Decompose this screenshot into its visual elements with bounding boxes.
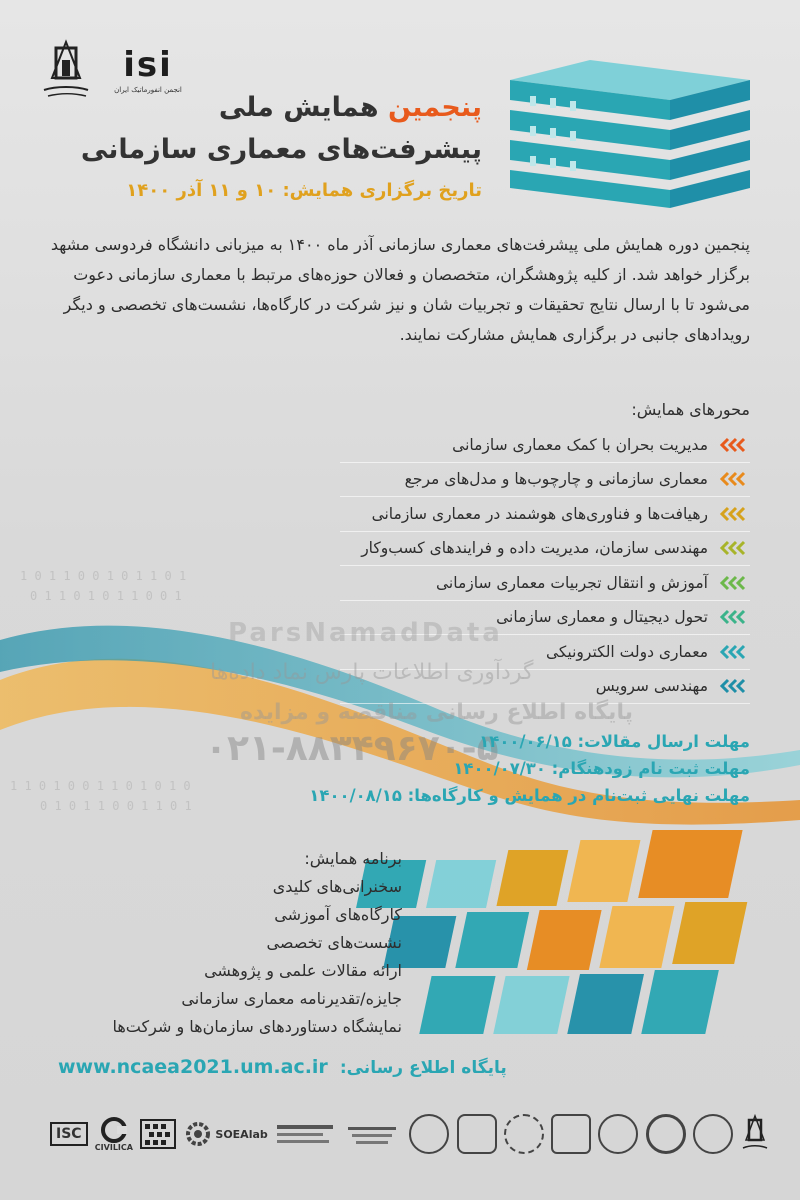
org-logo [342, 1112, 402, 1156]
isi-logo-caption: انجمن انفورماتیک ایران [114, 86, 182, 94]
seal-logo-5 [598, 1112, 638, 1156]
university-emblem-icon [740, 1114, 770, 1154]
chevron-left-icon [718, 575, 750, 591]
title-rest: همایش ملی [218, 92, 388, 123]
title-ordinal: پنجمین [387, 92, 482, 123]
conference-title-line2: پیشرفت‌های معماری سازمانی [80, 134, 482, 165]
topic-label: مدیریت بحران با کمک معماری سازمانی [452, 435, 708, 454]
program-item: ارائه مقالات علمی و پژوهشی [204, 961, 402, 980]
deadline-item: مهلت نهایی ثبت‌نام در همایش و کارگاه‌ها: ۱۴۰۰/۰۸/۱۵ [309, 786, 750, 805]
program-item: جایزه/تقدیرنامه معماری سازمانی [181, 989, 402, 1008]
isi-logo [112, 45, 184, 98]
seal-icon [646, 1114, 686, 1154]
topic-label: رهیافت‌ها و فناوری‌های هوشمند در معماری سازمانی [371, 504, 708, 523]
topic-label: آموزش و انتقال تجربیات معماری سازمانی [436, 573, 708, 592]
seal-logo-1 [409, 1112, 449, 1156]
watermark-line2: پایگاه اطلاع رسانی مناقصه و مزایده [240, 700, 633, 725]
civilica-logo [95, 1112, 133, 1156]
svg-text:0 1 1 0 1 0 1 1 0 0 1: 0 1 1 0 1 0 1 1 0 0 1 [30, 589, 182, 603]
university-logo-small [740, 1112, 770, 1156]
civilica-icon [101, 1117, 127, 1143]
isi-logo-mark: isi [123, 45, 173, 85]
watermark-phone: ۰۲۱-۸۸۳۴۹۶۷۰-۵ [205, 728, 499, 769]
conference-date: تاریخ برگزاری همایش: ۱۰ و ۱۱ آذر ۱۴۰۰ [126, 180, 482, 201]
topics-heading: محورهای همایش: [631, 400, 750, 419]
watermark-brand: ParsNamadData [228, 618, 503, 648]
chevron-left-icon [718, 437, 750, 453]
soealab-logo [183, 1112, 267, 1156]
svg-text:1 1 0 1 0 0 1 1 0 1 0 1 0: 1 1 0 1 0 0 1 1 0 1 0 1 0 [10, 779, 191, 793]
topic-label: مهندسی سرویس [595, 677, 708, 696]
chevron-left-icon [718, 471, 750, 487]
isc-logo [50, 1112, 88, 1156]
topic-label: معماری دولت الکترونیکی [545, 642, 708, 661]
deadline-item: مهلت ارسال مقالات: ۱۴۰۰/۰۶/۱۵ [479, 732, 750, 751]
ferdowsi-university-logo [40, 38, 92, 100]
topic-item [340, 463, 750, 498]
topic-label: تحول دیجیتال و معماری سازمانی [496, 608, 708, 627]
deadlines-block [230, 728, 750, 809]
ministry-emblem-icon [275, 1119, 335, 1149]
seal-logo-7 [693, 1112, 733, 1156]
seal-icon [457, 1114, 497, 1154]
website-label: پایگاه اطلاع رسانی: [339, 1058, 507, 1078]
seal-icon [504, 1114, 544, 1154]
svg-text:1 0 1 1 0 0 1 0 1 1 0 1: 1 0 1 1 0 0 1 0 1 1 0 1 [20, 569, 187, 583]
topic-item [340, 428, 750, 463]
website-row [58, 1056, 507, 1078]
watermark-line1: گردآوری اطلاعات پارس نماد داده‌ها [210, 660, 534, 685]
chevron-left-icon [718, 644, 750, 660]
seal-icon [693, 1114, 733, 1154]
topic-item [340, 532, 750, 567]
soealab-logo-text: SOEAlab [215, 1127, 268, 1141]
ministry-logo [275, 1112, 335, 1156]
program-item: نشست‌های تخصصی [266, 933, 402, 952]
website-link[interactable]: www.ncaea2021.um.ac.ir [58, 1056, 328, 1078]
chevron-left-icon [718, 506, 750, 522]
isc-logo-text: ISC [50, 1122, 88, 1146]
program-item: سخنرانی‌های کلیدی [272, 877, 402, 896]
topic-item [340, 497, 750, 532]
sponsor-logos [50, 1108, 770, 1160]
topic-label: مهندسی سازمان، مدیریت داده و فرایندهای کسب‌وکار [361, 539, 708, 558]
seal-icon [598, 1114, 638, 1154]
program-block [42, 845, 402, 1041]
program-item: کارگاه‌های آموزشی [274, 905, 402, 924]
program-heading: برنامه همایش: [304, 849, 402, 868]
chevron-left-icon [718, 609, 750, 625]
svg-text:0 1 0 1 1 0 0 1 1 0 1: 0 1 0 1 1 0 0 1 1 0 1 [40, 799, 192, 813]
grid-icon [140, 1119, 176, 1149]
grid-logo [140, 1112, 176, 1156]
seal-icon [409, 1114, 449, 1154]
civilica-logo-text: CIVILICA [94, 1142, 133, 1152]
intro-paragraph: پنجمین دوره همایش ملی پیشرفت‌های معماری سازمانی آذر ماه ۱۴۰۰ به میزبانی دانشگاه فردوسی مشهد برگزار خواهد شد. از کلیه پژوهشگران، متخصصان و فعالان حوزه‌های مرتبط با معماری سازمانی دعوت می‌شود تا با ارسال نتایج تحقیقات و تجربیات شان و نیز شرکت در کارگاه‌ها، نشست‌های تخصصی و دیگر رویدادهای جانبی در برگزاری همایش مشارکت نمایند. [50, 235, 750, 344]
gear-icon [183, 1119, 213, 1149]
seal-logo-4 [551, 1112, 591, 1156]
conference-title-line1 [219, 92, 482, 123]
topic-item [340, 566, 750, 601]
program-item: نمایشگاه دستاورد‌های سازمان‌ها و شرکت‌ها [112, 1017, 402, 1036]
seal-icon [551, 1114, 591, 1154]
chevron-left-icon [718, 678, 750, 694]
building-illustration [500, 40, 760, 210]
organization-emblem-icon [342, 1119, 402, 1149]
topic-label: معماری سازمانی و چارچوب‌ها و مدل‌های مرجع [404, 470, 708, 489]
chevron-left-icon [718, 540, 750, 556]
seal-logo-2 [457, 1112, 497, 1156]
seal-logo-3 [504, 1112, 544, 1156]
deadline-item: مهلت ثبت نام زودهنگام: ۱۴۰۰/۰۷/۳۰ [453, 759, 750, 778]
seal-logo-6 [646, 1112, 686, 1156]
